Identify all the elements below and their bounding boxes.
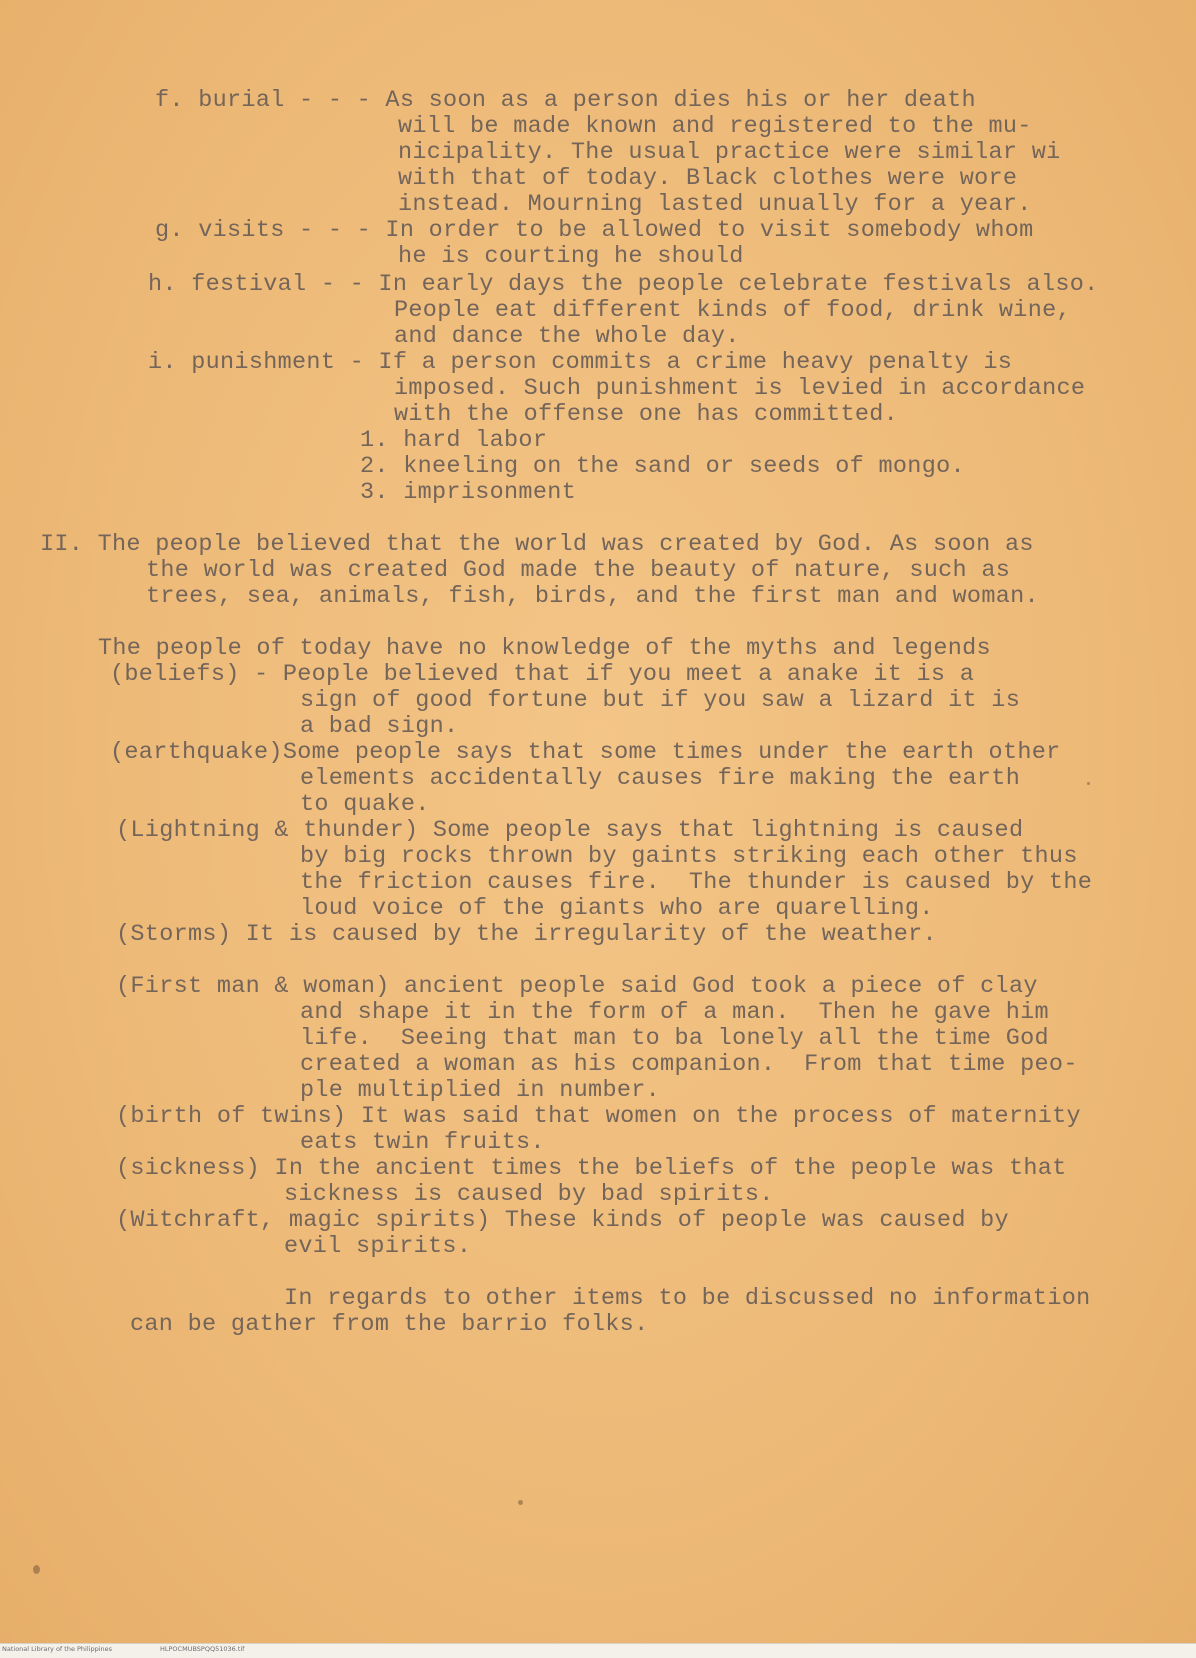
text-line: life. Seeing that man to ba lonely all the time God xyxy=(300,1025,1049,1052)
text-line: can be gather from the barrio folks. xyxy=(130,1311,649,1338)
text-line: (Storms) It is caused by the irregularity of the weather. xyxy=(116,921,937,948)
text-line: elements accidentally causes fire making the earth xyxy=(300,765,1021,792)
text-line: (Witchraft, magic spirits) These kinds of people was caused by xyxy=(116,1207,1009,1234)
paper-speck xyxy=(1087,782,1090,785)
text-line: to quake. xyxy=(300,791,430,818)
text-line: loud voice of the giants who are quarelling. xyxy=(300,895,934,922)
text-line: In regards to other items to be discussed no information xyxy=(284,1285,1091,1312)
scan-footer xyxy=(0,1643,1196,1658)
text-line: the world was created God made the beauty of nature, such as xyxy=(146,557,1011,584)
paper-speck xyxy=(33,1565,40,1574)
text-line: a bad sign. xyxy=(300,713,459,740)
text-line: nicipality. The usual practice were similar wi xyxy=(398,139,1061,166)
text-line: ple multiplied in number. xyxy=(300,1077,661,1104)
text-line: (earthquake)Some people says that some times under the earth other xyxy=(110,739,1061,766)
text-line: 3. imprisonment xyxy=(360,479,577,506)
text-line: (beliefs) - People believed that if you meet a anake it is a xyxy=(110,661,975,688)
text-line: eats twin fruits. xyxy=(300,1129,545,1156)
text-line: and dance the whole day. xyxy=(394,323,740,350)
text-line: sickness is caused by bad spirits. xyxy=(284,1181,774,1208)
text-line: trees, sea, animals, fish, birds, and the first man and woman. xyxy=(146,583,1039,610)
text-line: instead. Mourning lasted unually for a year. xyxy=(398,191,1032,218)
text-line: by big rocks thrown by gaints striking each other thus xyxy=(300,843,1078,870)
text-line: II. The people believed that the world was created by God. As soon as xyxy=(40,531,1034,558)
text-line: he is courting he should xyxy=(398,243,744,270)
text-line: g. visits - - - In order to be allowed to visit somebody whom xyxy=(155,217,1034,244)
text-line: created a woman as his companion. From that time peo- xyxy=(300,1051,1078,1078)
text-line: (sickness) In the ancient times the beliefs of the people was that xyxy=(116,1155,1067,1182)
text-line: the friction causes fire. The thunder is caused by the xyxy=(300,869,1093,896)
text-line: imposed. Such punishment is levied in accordance xyxy=(394,375,1086,402)
text-line: with that of today. Black clothes were wore xyxy=(398,165,1018,192)
text-line: (Lightning & thunder) Some people says that lightning is caused xyxy=(116,817,1024,844)
text-line: will be made known and registered to the mu- xyxy=(398,113,1032,140)
file-identifier: HLPOCMUBSPQQ51036.tif xyxy=(160,1645,245,1653)
text-line: (birth of twins) It was said that women on the process of maternity xyxy=(116,1103,1081,1130)
text-line: f. burial - - - As soon as a person dies his or her death xyxy=(155,87,976,114)
text-line: sign of good fortune but if you saw a lizard it is xyxy=(300,687,1021,714)
text-line: i. punishment - If a person commits a crime heavy penalty is xyxy=(148,349,1013,376)
text-line: h. festival - - In early days the people celebrate festivals also. xyxy=(148,271,1099,298)
text-line: (First man & woman) ancient people said God took a piece of clay xyxy=(116,973,1038,1000)
text-line: People eat different kinds of food, drink wine, xyxy=(394,297,1071,324)
text-line: and shape it in the form of a man. Then he gave him xyxy=(300,999,1049,1026)
text-line: 2. kneeling on the sand or seeds of mongo. xyxy=(360,453,965,480)
library-credit: National Library of the Philippines xyxy=(2,1645,113,1653)
text-line: with the offense one has committed. xyxy=(394,401,899,428)
text-line: evil spirits. xyxy=(284,1233,472,1260)
text-line: The people of today have no knowledge of the myths and legends xyxy=(98,635,991,662)
paper-speck xyxy=(518,1500,523,1505)
text-line: 1. hard labor xyxy=(360,427,548,454)
